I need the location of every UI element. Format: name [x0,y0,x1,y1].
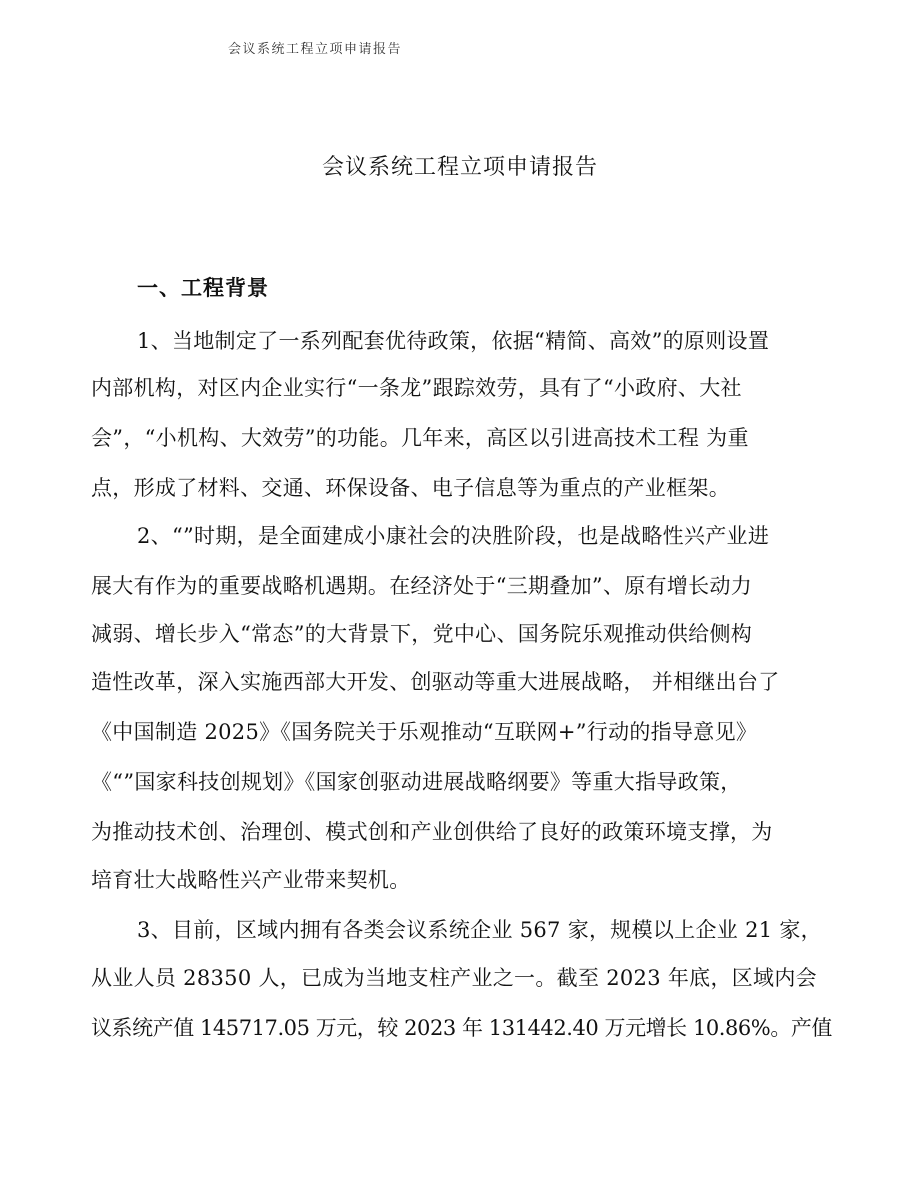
text-line: 从业人员 28350 人，已成为当地支柱产业之一。截至 2023 年底，区域内会 [91,966,817,990]
text-line: 内部机构，对区内企业实行“一条龙”跟踪效劳，具有了“小政府、大社 [91,376,742,400]
text-line: 议系统产值 145717.05 万元，较 2023 年 131442.40 万元增长 10.86%。产值 [91,1016,832,1040]
text-line: 3、目前，区域内拥有各类会议系统企业 567 家，规模以上企业 21 家， [137,918,822,942]
text-line: 2、“”时期，是全面建成小康社会的决胜阶段，也是战略性兴产业进 [137,524,770,548]
text-line: 造性改革，深入实施西部大开发、创驱动等重大进展战略， 并相继出台了 [91,670,780,694]
text-line: 为推动技术创、治理创、模式创和产业创供给了良好的政策环境支撑，为 [91,820,773,844]
text-line: 展大有作为的重要战略机遇期。在经济处于“三期叠加”、原有增长动力 [91,574,753,598]
text-line: 减弱、增长步入“常态”的大背景下，党中心、国务院乐观推动供给侧构 [91,622,753,646]
section-heading: 一、工程背景 [137,276,269,300]
document-title: 会议系统工程立项申请报告 [321,155,598,180]
text-line: 《中国制造 2025》《国务院关于乐观推动“互联网+”行动的指导意见》 [91,720,758,744]
text-line: 点，形成了材料、交通、环保设备、电子信息等为重点的产业框架。 [91,476,730,500]
text-line: 会”，“小机构、大效劳”的功能。几年来，高区以引进高技术工程 为重 [91,426,749,450]
running-header: 会议系统工程立项申请报告 [228,42,403,57]
text-line: 培育壮大战略性兴产业带来契机。 [91,868,411,892]
text-line: 《“”国家科技创规划》《国家创驱动进展战略纲要》等重大指导政策， [91,770,742,794]
text-line: 1、当地制定了一系列配套优待政策，依据“精简、高效”的原则设置 [137,329,770,353]
